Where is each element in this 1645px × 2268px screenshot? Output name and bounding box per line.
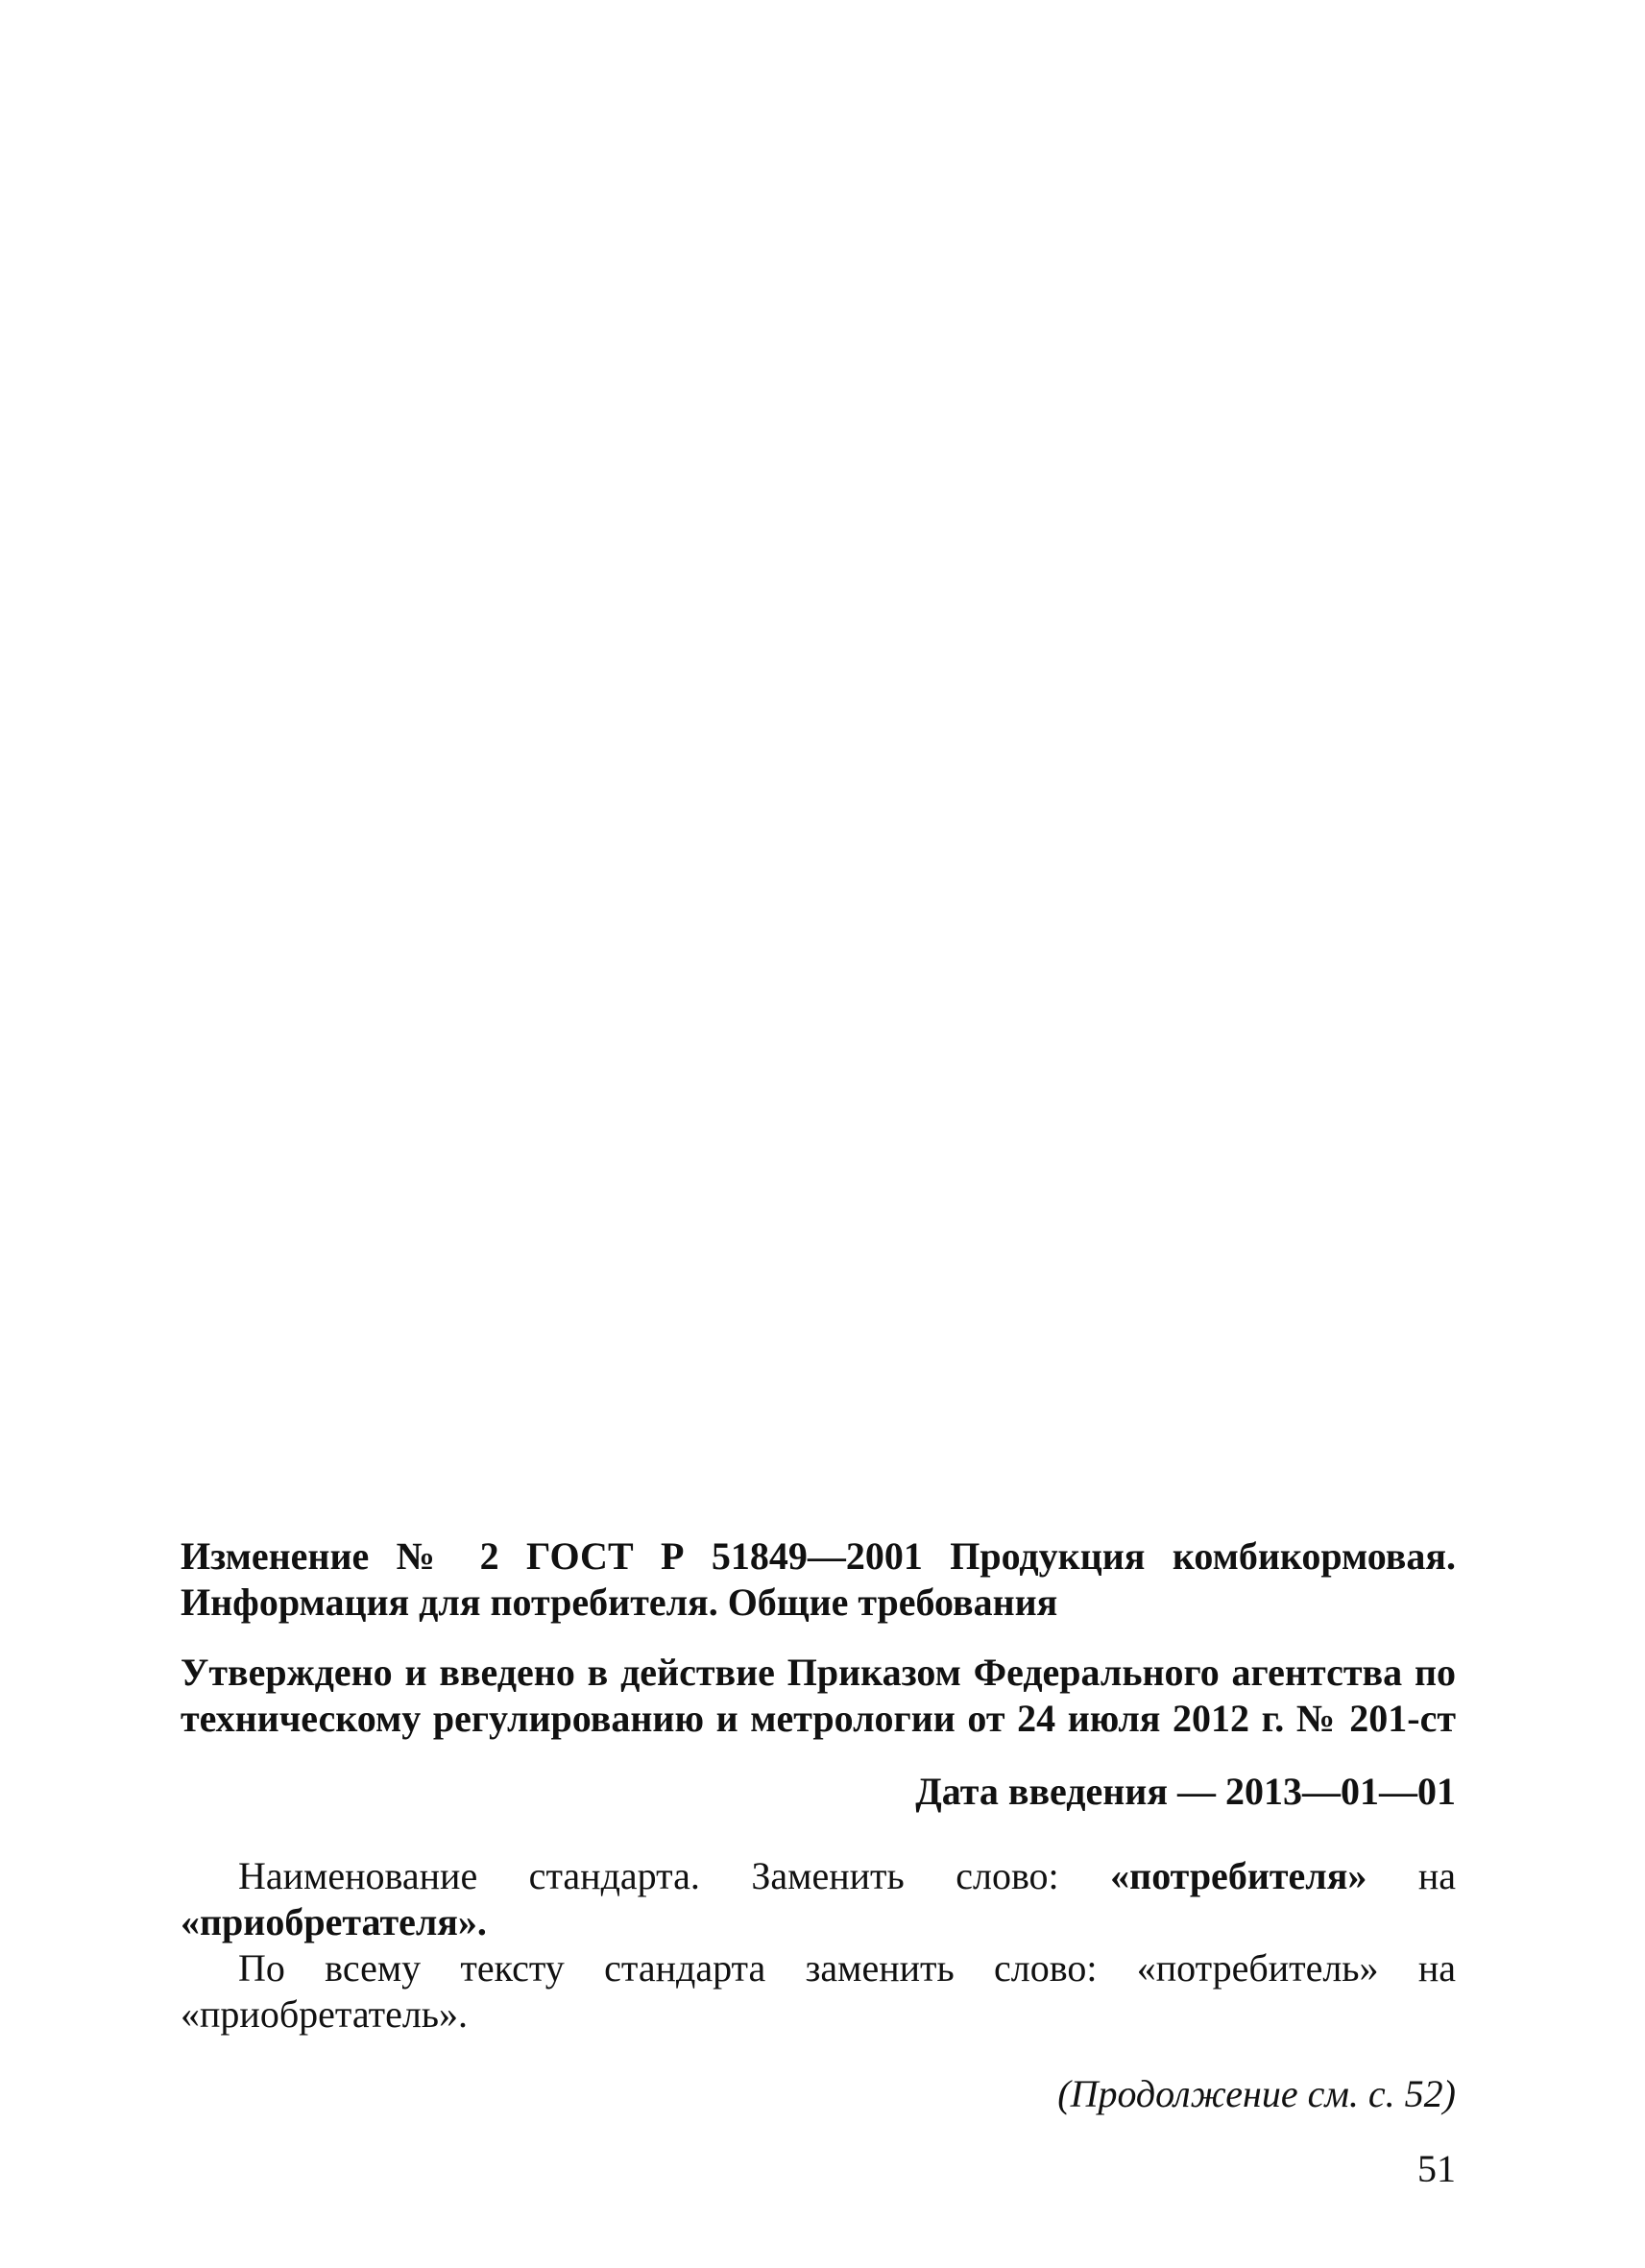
approval-statement: Утверждено и введено в действие Приказом Федерального агентства по техническому регулированию и метрологии от 24 июля 2012 г. № 201-ст bbox=[181, 1651, 1456, 1740]
page-number: 51 bbox=[1417, 2147, 1456, 2190]
continuation-note: (Продолжение см. с. 52) bbox=[1057, 2072, 1456, 2115]
paragraph-title-change bbox=[181, 1853, 1456, 1945]
paragraph-prefix: Наименование стандарта. Заменить слово: bbox=[238, 1854, 1111, 1897]
change-title: Изменение № 2 ГОСТ Р 51849—2001 Продукция комбикормовая. Информация для потребителя. Общие требования bbox=[181, 1534, 1456, 1624]
paragraph-middle: на bbox=[1367, 1854, 1456, 1897]
paragraph-text-change: По всему тексту стандарта заменить слово: «потребитель» на «приобретатель». bbox=[181, 1946, 1456, 2036]
new-word: «приобретателя». bbox=[181, 1900, 487, 1943]
old-word: «потребителя» bbox=[1110, 1854, 1367, 1897]
introduction-date: Дата введения — 2013—01—01 bbox=[915, 1770, 1456, 1813]
document-body bbox=[181, 1533, 1456, 2192]
